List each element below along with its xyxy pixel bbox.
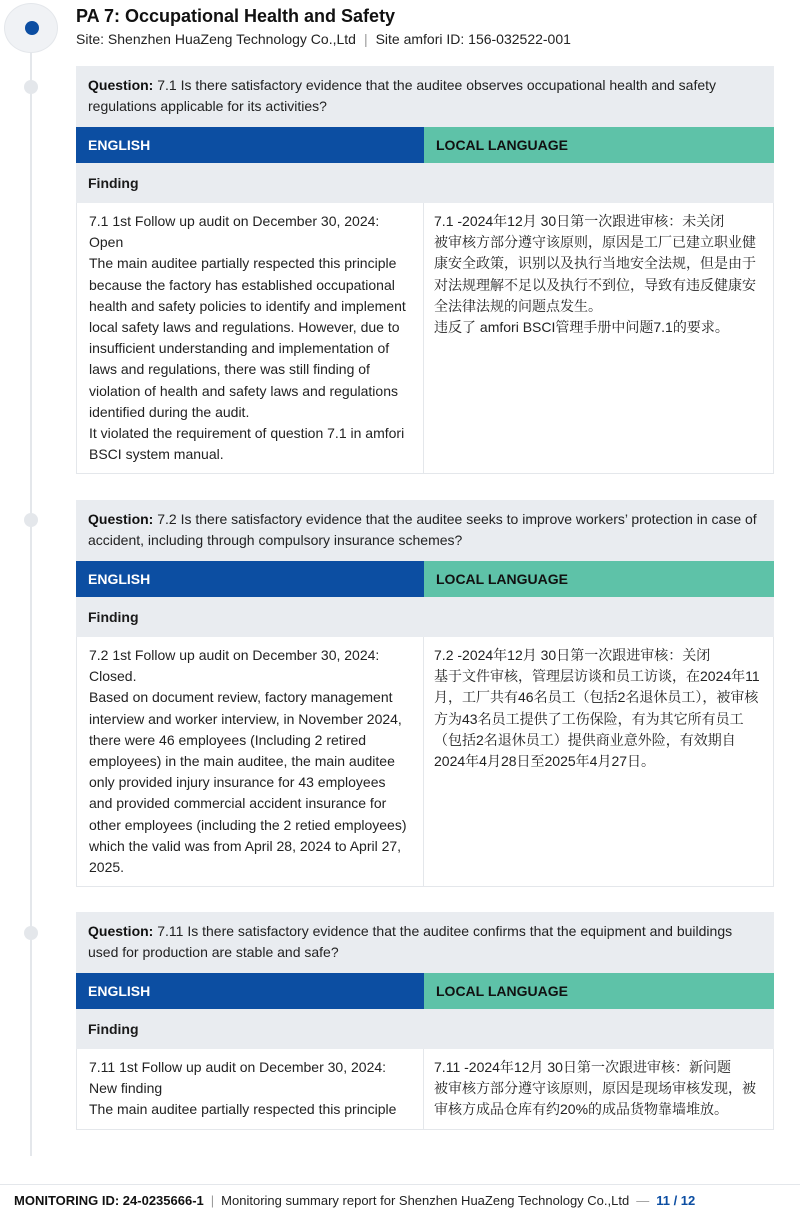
monitoring-id: MONITORING ID: 24-0235666-1 [14, 1193, 204, 1208]
question-box [76, 500, 774, 561]
question-text: 7.2 Is there satisfactory evidence that the auditee seeks to improve workers’ protection in case of accident, including through compulsory insurance schemes? [88, 511, 757, 548]
footer-divider [0, 1184, 800, 1185]
local-language-header: LOCAL LANGUAGE [424, 127, 774, 163]
english-finding [77, 637, 424, 886]
report-title: Monitoring summary report for Shenzhen HuaZeng Technology Co.,Ltd [221, 1193, 630, 1208]
finding-label: Finding [76, 1009, 774, 1049]
finding-content [76, 203, 774, 474]
section-marker-dot [25, 21, 39, 35]
local-finding [424, 203, 773, 473]
page-number: 11 / 12 [656, 1193, 696, 1208]
finding-line: 基于文件审核，管理层访谈和员工访谈，在2024年11月，工厂共有46名员工（包括2名退休员工），被审核方为43名员工提供了工伤保险，有为其它所有员工（包括2名退休员工）提供商业意外险，有效期自2024年4月28日至2025年4月27日。 [434, 668, 760, 770]
question-label: Question: [88, 77, 154, 93]
finding-line: Based on document review, factory management interview and worker interview, in November 2024, there were 46 employees (Including 2 retired employees) in the main auditee, the main auditee only provided injury insurance for 43 employees and provided commercial accident insurance for other employees (including the 2 retied employees) which the valid was from April 28, 2024 to April 27, 2025. [89, 689, 407, 876]
finding-line: 7.11 1st Follow up audit on December 30, 2024: New finding [89, 1059, 387, 1097]
footer [14, 1193, 695, 1208]
timeline-dot [24, 80, 38, 94]
question-box [76, 912, 774, 973]
english-finding [77, 203, 424, 473]
footer-separator: | [210, 1193, 215, 1208]
finding-label: Finding [76, 163, 774, 203]
question-text: 7.1 Is there satisfactory evidence that the auditee observes occupational health and safety regulations applicable for its activities? [88, 77, 717, 114]
local-finding [424, 1049, 773, 1129]
english-finding [77, 1049, 424, 1129]
finding-line: It violated the requirement of question 7.1 in amfori BSCI system manual. [89, 425, 405, 463]
english-header: ENGLISH [76, 127, 424, 163]
finding-line: 7.2 -2024年12月 30日第一次跟进审核：关闭 [434, 647, 711, 663]
timeline-line [30, 52, 32, 1156]
question-block [76, 912, 774, 1130]
timeline-dot [24, 926, 38, 940]
finding-line: 7.1 -2024年12月 30日第一次跟进审核：未关闭 [434, 213, 725, 229]
site-separator: | [363, 31, 368, 47]
site-amfori-id: Site amfori ID: 156-032522-001 [375, 31, 571, 47]
section-marker [4, 3, 58, 53]
question-box [76, 66, 774, 127]
finding-content [76, 637, 774, 887]
timeline-dot [24, 513, 38, 527]
site-name: Site: Shenzhen HuaZeng Technology Co.,Ltd [76, 31, 356, 47]
question-block [76, 66, 774, 474]
finding-line: 被审核方部分遵守该原则，原因是工厂已建立职业健康安全政策，识别以及执行当地安全法规，但是由于对法规理解不足以及执行不到位，导致有违反健康安全法律法规的问题点发生。 [434, 234, 757, 314]
finding-line: 7.2 1st Follow up audit on December 30, 2024: Closed. [89, 647, 380, 685]
question-label: Question: [88, 923, 154, 939]
english-header: ENGLISH [76, 973, 424, 1009]
finding-line: 被审核方部分遵守该原则，原因是现场审核发现，被审核方成品仓库有约20%的成品货物靠墙堆放。 [434, 1080, 757, 1118]
local-language-header: LOCAL LANGUAGE [424, 561, 774, 597]
question-block [76, 500, 774, 887]
local-language-header: LOCAL LANGUAGE [424, 973, 774, 1009]
finding-content [76, 1049, 774, 1130]
language-header [76, 127, 774, 163]
footer-dash: — [636, 1193, 650, 1208]
finding-line: 7.11 -2024年12月 30日第一次跟进审核：新问题 [434, 1059, 731, 1075]
english-header: ENGLISH [76, 561, 424, 597]
finding-line: 7.1 1st Follow up audit on December 30, 2024: Open [89, 213, 380, 251]
finding-line: 违反了 amfori BSCI管理手册中问题7.1的要求。 [434, 319, 729, 336]
question-label: Question: [88, 511, 154, 527]
language-header [76, 561, 774, 597]
finding-line: The main auditee partially respected this principle [89, 1101, 397, 1118]
language-header [76, 973, 774, 1009]
finding-label: Finding [76, 597, 774, 637]
local-finding [424, 637, 773, 886]
question-text: 7.11 Is there satisfactory evidence that the auditee confirms that the equipment and buildings used for production are stable and safe? [88, 923, 733, 960]
site-info [76, 31, 571, 47]
page-title: PA 7: Occupational Health and Safety [76, 6, 396, 26]
finding-line: The main auditee partially respected this principle because the factory has established occupational health and safety policies to identify and implement local safety laws and regulations. However, due to insufficient understanding and implementation of laws and regulations, there was still finding of violation of health and safety laws and regulations identified during the audit. [89, 255, 406, 420]
